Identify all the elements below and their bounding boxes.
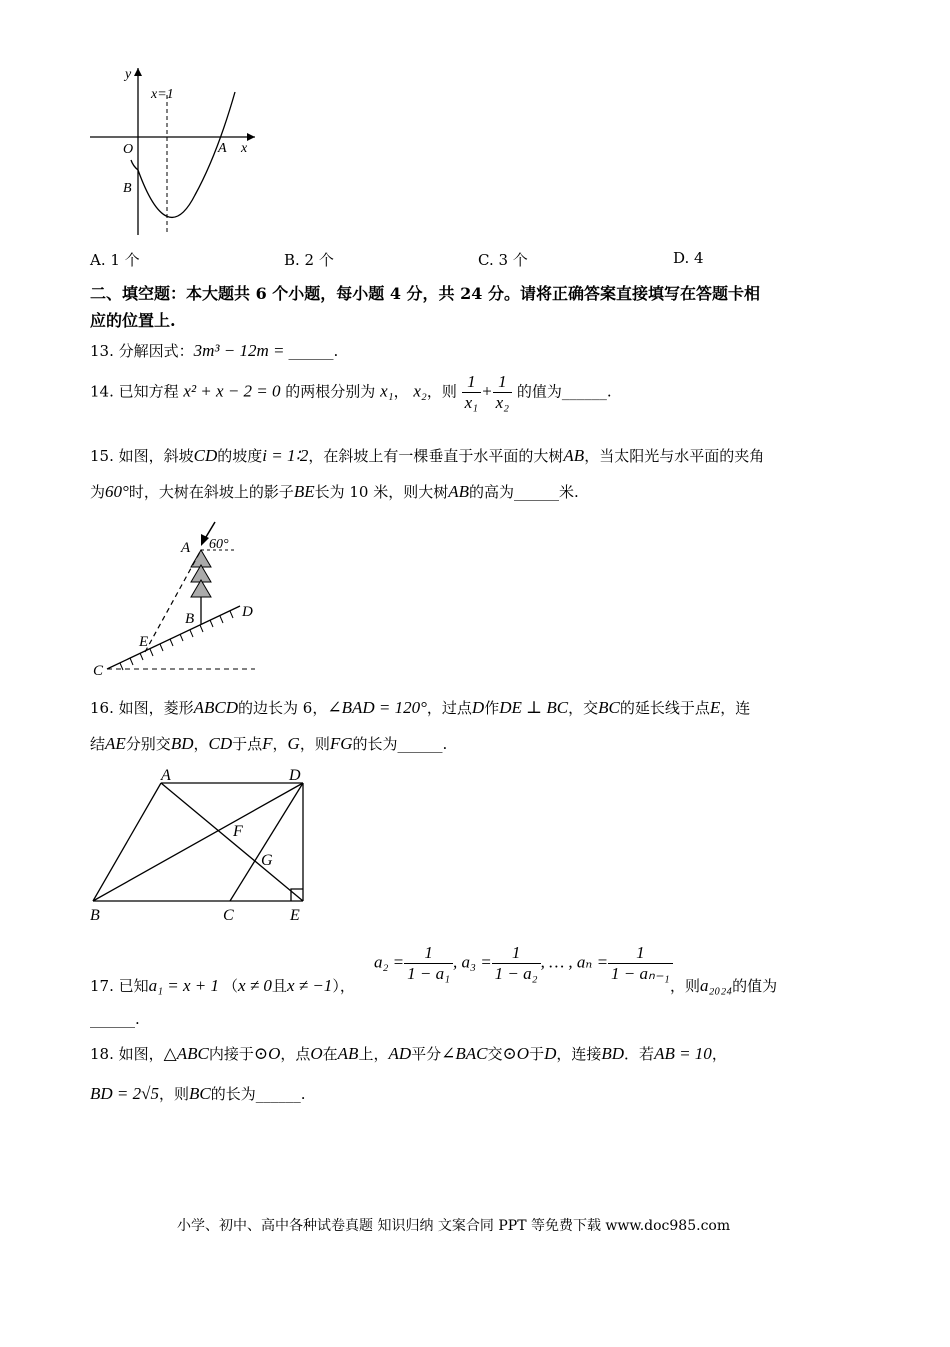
question-16-line2: 结AE分别交BD，CD于点F，G，则FG的长为______. [90,734,448,753]
fig16-label-b: B [90,907,100,924]
q14-fraction-1: $\frac{1}{\text{x₁}}$ [462,372,481,413]
q15-slope: i = 1∶2 [262,446,309,465]
q14-suffix: 的值为______. [516,382,612,401]
q15-ab: AB [563,446,585,465]
slope-tree-figure [85,512,275,682]
q14-x1: x₁ [380,381,394,401]
q17-fraction-a2: $\frac{1}{\text{1 − a₁}}$ [404,943,453,984]
option-c: C. 3 个 [478,251,528,269]
q13-expression: 3m³ − 12m = [193,341,285,360]
question-14 [90,372,612,413]
fig16-label-d: D [289,767,301,784]
page-footer: 小学、初中、高中各种试卷真题 知识归纳 文案合同 PPT 等免费下载 www.doc985.com [177,1218,731,1234]
q14-fraction-2: $\frac{1}{\text{x₂}}$ [493,372,512,413]
question-13 [90,340,338,361]
q15-ab2: AB [448,482,470,501]
graph-y-label: y [125,67,132,82]
parabola-graph [85,60,265,240]
fig15-label-a: A [181,540,191,556]
section-heading-line2: 应的位置上. [90,311,176,330]
graph-x-label: x [241,141,248,156]
q14-sep1: ， [393,382,409,401]
fig15-label-b: B [185,611,195,627]
q14-plus: + [481,381,493,401]
q15-angle: 60° [105,482,129,501]
graph-point-b-label: B [123,181,132,196]
fig15-label-e: E [139,634,149,650]
fig16-label-c: C [223,907,234,924]
q17-fraction-an: $\frac{1}{\text{1 − aₙ₋₁}}$ [608,943,673,984]
fig16-label-g: G [261,852,273,869]
graph-origin-label: O [123,142,134,157]
option-a: A. 1 个 [90,251,140,269]
fig15-label-d: D [242,604,253,620]
q14-sep2: ，则 [426,382,457,401]
question-18-line1: 18. 如图，△ABC内接于⊙O，点O在AB上，AD平分∠BAC交⊙O于D，连接BD．若AB = 10， [90,1044,727,1063]
question-18-line2: BD = 2√5，则BC的长为______. [90,1084,306,1103]
q14-mid: 的两根分别为 [285,382,376,401]
graph-axis-label: x=1 [151,87,174,102]
fig15-label-c: C [93,663,104,679]
fig16-label-f: F [233,823,243,840]
question-17-blank: ______. [90,1010,140,1028]
q17-fraction-a3: $\frac{1}{\text{1 − a₂}}$ [492,943,541,984]
q13-prefix: 13. 分解因式： [90,342,194,360]
fig16-label-a: A [161,767,171,784]
q15-be: BE [293,482,315,501]
rhombus-figure [85,763,325,928]
option-b: B. 2 个 [284,251,334,269]
q14-x2: x₂ [413,381,427,401]
q13-blank: ______. [288,342,339,360]
q14-equation: x² + x − 2 = 0 [183,381,281,401]
graph-point-a-label: A [218,141,227,156]
question-16-line1: 16. 如图，菱形ABCD的边长为 6，∠BAD = 120°，过点D作DE ⊥ BC，交BC的延长线于点E，连 [90,698,751,717]
option-d: D. 4 [673,249,704,267]
fig16-label-e: E [290,907,300,924]
q14-prefix: 14. 已知方程 [90,382,179,401]
question-15-line2: 为60°时，大树在斜坡上的影子BE长为 10 米，则大树AB的高为______米. [90,482,579,501]
section-heading-line1: 二、填空题：本大题共 6 个小题，每小题 4 分，共 24 分。请将正确答案直接填写在答题卡相 [90,284,760,303]
fig15-label-angle: 60° [209,537,229,552]
q15-cd: CD [193,446,218,465]
question-15-line1: 15. 如图，斜坡CD的坡度i = 1∶2，在斜坡上有一棵垂直于水平面的大树AB，当太阳光与水平面的夹角 [90,446,765,465]
